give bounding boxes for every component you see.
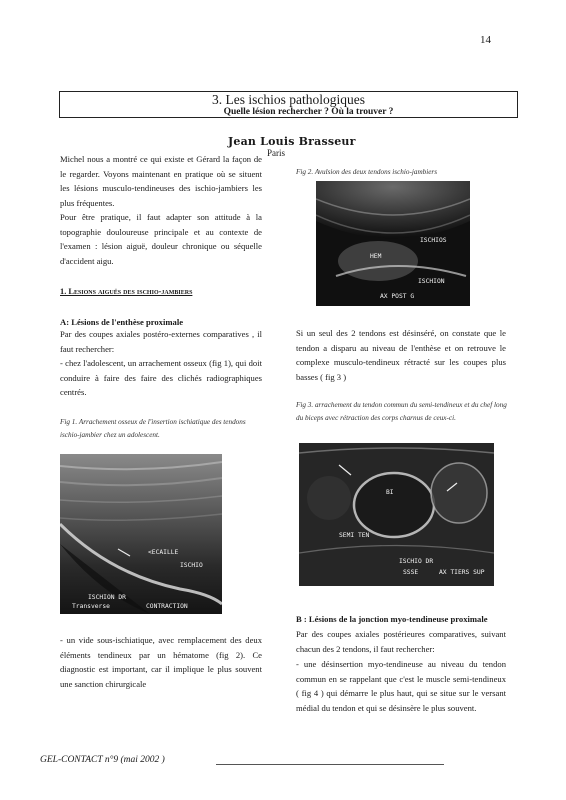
fig1-label-transverse: Transverse — [72, 603, 110, 610]
fig2-caption: Fig 2. Avulsion des deux tendons ischio-jambiers — [296, 168, 438, 176]
fig1-label-ischio: ISCHIO — [180, 562, 203, 569]
fig1-caption: Fig 1. Arrachement osseux de l'insertion ischiatique des tendons ischio-jambier chez un adolescent. — [60, 418, 246, 439]
fig2-label-hem: HEM — [370, 253, 382, 260]
fig3-label-ischio-dr: ISCHIO DR — [399, 558, 434, 565]
fig1-ultrasound-image — [60, 454, 222, 614]
paragraph-a3: - un vide sous-ischiatique, avec remplacement des deux éléments tendineux par un hématome (fig 2). Ce diagnostic est important, car il implique le plus souvent une sanction chirurgicale — [60, 635, 262, 689]
fig3-label-semi-ten: SEMI TEN — [339, 532, 370, 539]
intro-paragraph-2: Pour être pratique, il faut adapter son attitude à la topographie douloureuse principale et au contexte de l'examen : lésion aiguë, douleur chronique ou séquelle d'accident aigu. — [60, 212, 262, 266]
fig3-label-ssse: SSSE — [403, 569, 419, 576]
section-heading-1: 1. Lesions aiguës des ischio-jambiers — [60, 287, 193, 296]
fig2-label-ax-post: AX POST G — [380, 293, 415, 300]
footer-rule — [216, 764, 444, 765]
author: Jean Louis Brasseur — [228, 135, 356, 148]
fig3-caption: Fig 3. arrachement du tendon commun du semi-tendineux et du chef long du biceps avec rétraction des corps charnus de ceux-ci. — [296, 401, 507, 422]
fig3-label-ax-tiers: AX TIERS SUP — [439, 569, 485, 576]
paragraph-b1: Par des coupes axiales postérieures comparatives, suivant chacun des 2 tendons, il faut rechercher: — [296, 629, 506, 654]
paragraph-r1: Si un seul des 2 tendons est désinséré, on constate que le tendon a disparu au niveau de l'enthèse et on retrouve le complexe musculo-tendineux rétracté sur les coupes plus basses ( fig 3 ) — [296, 328, 506, 382]
paragraph-b2: - une désinsertion myo-tendineuse au niveau du tendon commun en se rappelant que c'est le muscle semi-tendineux ( fig 4 ) qui démarre le plus haut, qui se situe sur le versant médial du tendon et qui se désinsère le plus souvent. — [296, 659, 506, 713]
author-city: Paris — [267, 148, 285, 158]
page-title: 3. Les ischios pathologiques — [212, 92, 365, 107]
intro-paragraph-1: Michel nous a montré ce qui existe et Gérard la façon de le regarder. Voyons maintenant en pratique où se situent les lésions musculo-tendineuses des ischio-jambiers les plus fréquentes. — [60, 154, 262, 208]
footer-journal: GEL-CONTACT n°9 (mai 2002 ) — [40, 755, 165, 765]
title-box — [59, 91, 518, 118]
fig2-ultrasound-image — [316, 181, 470, 306]
fig1-label-ecaille: <ECAILLE — [148, 549, 179, 556]
page-number: 14 — [480, 34, 491, 46]
fig1-label-contraction: CONTRACTION — [146, 603, 188, 610]
paragraph-a1: Par des coupes axiales postéro-externes comparatives , il faut rechercher: — [60, 329, 262, 354]
subsection-heading-b: B : Lésions de la jonction myo-tendineuse proximale — [296, 614, 488, 624]
fig3-label-bi: BI — [386, 489, 394, 496]
paragraph-a2: - chez l'adolescent, un arrachement osseux (fig 1), qui doit conduire à faire des faire des clichés radiographiques centrés. — [60, 358, 262, 398]
fig1-label-ischion-dr: ISCHION DR — [88, 594, 126, 601]
fig3-ultrasound-image — [299, 443, 494, 586]
fig2-label-ischion: ISCHION — [418, 278, 445, 285]
page-subtitle: Quelle lésion rechercher ? Où la trouver ? — [223, 107, 394, 117]
subsection-heading-a: A: Lésions de l'enthèse proximale — [60, 317, 184, 327]
fig2-label-ischios: ISCHIOS — [420, 237, 447, 244]
